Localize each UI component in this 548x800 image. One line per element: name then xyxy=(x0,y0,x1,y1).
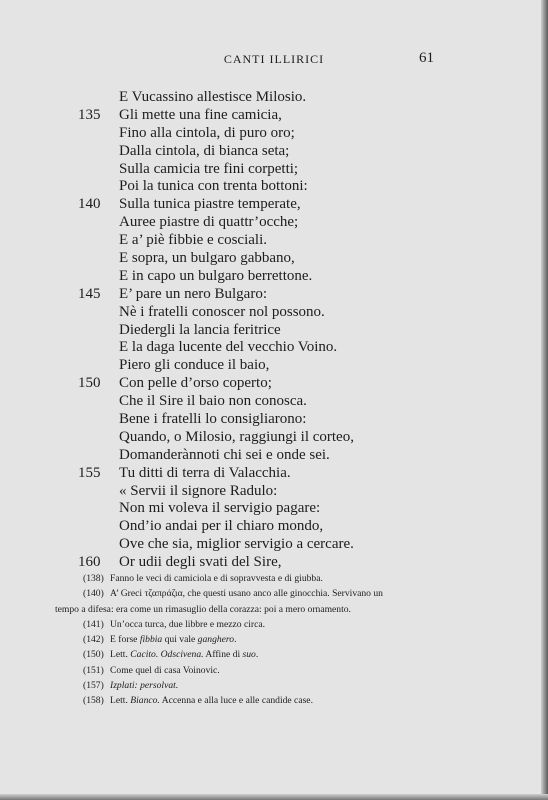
italic-term: Izplati: persolvat. xyxy=(110,680,179,692)
italic-term: ganghero xyxy=(197,634,235,646)
verse-text: Sulla tunica piastre temperate, xyxy=(119,196,301,213)
verse-text: Piero gli conduce il baio, xyxy=(119,357,270,374)
verse-line xyxy=(0,339,548,357)
line-number: 150 xyxy=(78,375,101,392)
footnote xyxy=(83,632,483,647)
footnote xyxy=(83,586,483,601)
footnote-text: . xyxy=(255,649,259,661)
footnote xyxy=(83,693,483,708)
footnote-number: (151) xyxy=(83,664,104,676)
verse-line xyxy=(0,232,548,250)
running-header: CANTI ILLIRICI xyxy=(223,52,325,66)
footnote-text: . xyxy=(234,634,237,646)
verse-text: Sulla camicia tre fini corpetti; xyxy=(119,160,299,177)
verse-text: Con pelle d’orso coperto; xyxy=(119,375,272,392)
verse-text: « Servii il signore Radulo: xyxy=(119,482,278,499)
verse-text: Non mi voleva il servigio pagare: xyxy=(119,500,321,517)
verse-text: Tu ditti di terra di Valacchia. xyxy=(119,464,291,481)
footnote-text: Un’occa turca, due libbre e mezzo circa. xyxy=(110,618,266,630)
footnote-text: Fanno le veci di camiciola e di sopravvesta e di giubba. xyxy=(110,573,323,584)
footnote-continuation: tempo a difesa: era come un rimasuglio della corazza: poi a mero ornamento. xyxy=(55,603,351,615)
footnote-text: Accenna e alla luce e alle candide case. xyxy=(159,695,313,707)
greek-word: τζαπράζια, xyxy=(144,588,186,600)
footnote-text: che questi usano anco alle ginocchia. Servivano un xyxy=(185,588,383,600)
verse-text: Bene i fratelli lo consigliarono: xyxy=(119,411,307,428)
verse-line xyxy=(0,196,548,214)
verse-line xyxy=(0,518,548,536)
line-number: 140 xyxy=(78,196,101,213)
footnote xyxy=(83,678,483,693)
verse-line xyxy=(0,322,548,340)
verse-line xyxy=(0,447,548,465)
footnotes xyxy=(55,571,483,709)
footnote-number: (157) xyxy=(83,680,104,692)
verse-text: Or udii degli svati del Sire, xyxy=(119,554,282,571)
verse-text: Dalla cintola, di bianca seta; xyxy=(119,142,290,159)
line-number: 135 xyxy=(78,106,101,123)
footnote-number: (141) xyxy=(83,618,104,630)
footnote-number: (142) xyxy=(83,634,104,646)
verse-line xyxy=(0,536,548,554)
verse-text: Ond’io andai per il chiaro mondo, xyxy=(119,518,324,535)
footnote xyxy=(83,571,483,586)
verse-text: Auree piastre di quattr’ocche; xyxy=(119,214,299,231)
verse-line xyxy=(0,214,548,232)
footnote-text: Come quel di casa Voinovic. xyxy=(110,664,220,676)
verse-line xyxy=(0,107,548,125)
line-number: 155 xyxy=(78,464,101,481)
verse-text: Diedergli la lancia feritrice xyxy=(119,321,281,338)
verse-line xyxy=(0,89,548,107)
footnote xyxy=(83,663,483,678)
verse-text: Poi la tunica con trenta bottoni: xyxy=(119,178,308,195)
verse-line xyxy=(0,411,548,429)
footnote-text: Affine di xyxy=(203,649,243,661)
verse-text: Fino alla cintola, di puro oro; xyxy=(119,124,295,141)
verse-line xyxy=(0,250,548,268)
italic-term: fibbia xyxy=(139,634,163,646)
verse-text: E a’ piè fibbie e cosciali. xyxy=(119,232,267,249)
verse-line xyxy=(0,178,548,196)
verse-text: Nè i fratelli conoscer nol possono. xyxy=(119,303,325,320)
footnote-number: (140) xyxy=(83,588,104,600)
verse-line xyxy=(0,357,548,375)
verse-line xyxy=(0,429,548,447)
verse-text: Ove che sia, miglior servigio a cercare. xyxy=(119,536,354,553)
verse-text: E sopra, un bulgaro gabbano, xyxy=(119,250,295,267)
verse-line xyxy=(0,304,548,322)
verse-line xyxy=(0,161,548,179)
verse-line xyxy=(0,125,548,143)
footnote-number: (150) xyxy=(83,649,104,661)
line-number: 160 xyxy=(78,554,101,571)
verse-line xyxy=(0,143,548,161)
verse-text: E’ pare un nero Bulgaro: xyxy=(119,285,268,302)
footnote-number: (158) xyxy=(83,695,104,707)
verse-line xyxy=(0,465,548,483)
footnote-text: E forse xyxy=(110,634,140,646)
italic-term: suo xyxy=(242,649,256,661)
verse-line xyxy=(0,483,548,501)
footnote-text: qui vale xyxy=(162,634,198,646)
verse-line xyxy=(0,393,548,411)
verse-line xyxy=(0,286,548,304)
verse-text: E in capo un bulgaro berrettone. xyxy=(119,267,313,284)
verse-line xyxy=(0,554,548,572)
footnote xyxy=(83,647,483,662)
verse-text: Quando, o Milosio, raggiungi il corteo, xyxy=(119,428,354,445)
footnote-number: (138) xyxy=(83,573,104,584)
poem-verses xyxy=(0,89,548,572)
italic-term: Bianco. xyxy=(130,695,160,707)
verse-line xyxy=(0,375,548,393)
verse-text: Che il Sire il baio non conosca. xyxy=(119,393,307,410)
footnote xyxy=(83,617,483,632)
page-number: 61 xyxy=(419,50,434,66)
verse-line xyxy=(0,500,548,518)
page-edge-bottom xyxy=(0,794,548,800)
footnote-text: Lett. xyxy=(110,649,131,661)
verse-text: Gli mette una fine camicia, xyxy=(119,106,282,123)
verse-text: Domanderànnoti chi sei e onde sei. xyxy=(119,446,330,463)
verse-text: E Vucassino allestisce Milosio. xyxy=(119,89,307,105)
footnote-text: A’ Greci xyxy=(110,588,145,600)
footnote-text: Lett. xyxy=(110,695,131,707)
verse-text: E la daga lucente del vecchio Voino. xyxy=(119,339,338,356)
line-number: 145 xyxy=(78,285,101,302)
verse-line xyxy=(0,268,548,286)
italic-term: Cacito. Odscivena. xyxy=(130,649,204,661)
